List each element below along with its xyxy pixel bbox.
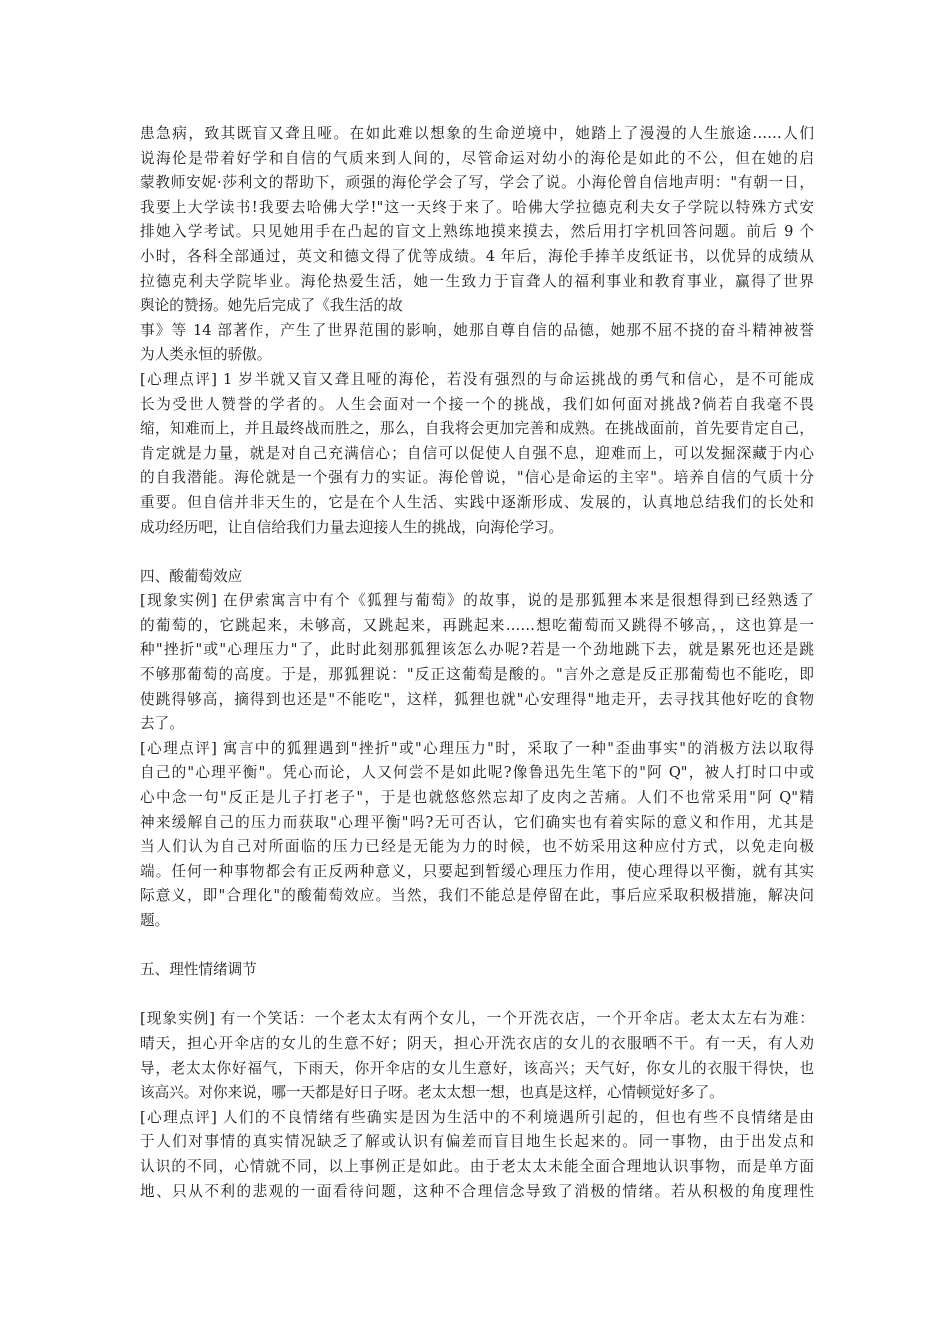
paragraph <box>140 589 814 737</box>
text-line: 重要。但自信并非天生的，它是在个人生活、实践中逐渐形成、发展的，认真地总结我们的长处和 <box>140 493 814 511</box>
text-line: 事》等 14 部著作，产生了世界范围的影响，她那自尊自信的品德，她那不屈不挠的奋斗精神被誉 <box>140 321 814 339</box>
text-line: 的葡萄的，它跳起来，未够高，又跳起来，再跳起来……想吃葡萄而又跳得不够高，，这也算是一 <box>140 616 814 634</box>
paragraph <box>140 122 814 368</box>
text-line: 去了。 <box>140 715 184 733</box>
blank-line <box>140 934 814 959</box>
text-line: 舆论的赞扬。她先后完成了《我生活的故 <box>140 297 403 315</box>
text-line: [心理点评] 寓言中的狐狸遇到"挫折"或"心理压力"时，采取了一种"歪曲事实"的消极方法以取得 <box>140 739 814 757</box>
text-line: 我要上大学读书!我要去哈佛大学!"这一天终于来了。哈佛大学拉德克利夫女子学院以特殊方式安 <box>140 198 814 216</box>
text-line: 的自我潜能。海伦就是一个强有力的实证。海伦曾说，"信心是命运的主宰"。培养自信的气质十分 <box>140 469 814 487</box>
text-line: 题。 <box>140 912 170 929</box>
text-line: [现象实例] 有一个笑话：一个老太太有两个女儿，一个开洗衣店，一个开伞店。老太太左右为难： <box>140 1010 814 1028</box>
text-line: 长为受世人赞誉的学者的。人生会面对一个接一个的挑战，我们如何面对挑战?倘若自我毫不畏 <box>140 395 814 413</box>
text-line: 拉德克利夫学院毕业。海伦热爱生活，她一生致力于盲聋人的福利事业和教育事业，赢得了世界 <box>140 272 814 290</box>
text-line: 使跳得够高，摘得到也还是"不能吃"，这样，狐狸也就"心安理得"地走开，去寻找其他好吃的食物 <box>140 690 814 708</box>
text-line: 晴天，担心开伞店的女儿的生意不好；阴天，担心开洗衣店的女儿的衣服晒不干。有一天，有人劝 <box>140 1034 814 1052</box>
text-line: 神来缓解自己的压力而获取"心理平衡"吗?无可否认，它们确实也有着实际的意义和作用，尤其是 <box>140 813 814 831</box>
text-line: 该高兴。对你来说，哪一天都是好日子呀。老太太想一想，也真是这样，心情顿觉好多了。 <box>140 1084 724 1102</box>
paragraph <box>140 1007 814 1105</box>
blank-line <box>140 983 814 1008</box>
text-line: 地、只从不利的悲观的一面看待问题，这种不合理信念导致了消极的情绪。若从积极的角度理性 <box>140 1182 814 1200</box>
text-line: [心理点评] 人们的不良情绪有些确实是因为生活中的不利境遇所引起的，但也有些不良情绪是由 <box>140 1108 814 1126</box>
text-line: 缩，知难而上，并且最终战而胜之，那么，自我将会更加完善和成熟。在挑战面前，首先要肯定自己， <box>140 420 814 438</box>
section-heading: 五、理性情绪调节 <box>140 961 257 979</box>
blank-line <box>140 540 814 565</box>
text-line: [心理点评] 1 岁半就又盲又聋且哑的海伦，若没有强烈的与命运挑战的勇气和信心，是不可能成 <box>140 370 814 388</box>
text-line: 蒙教师安妮·莎利文的帮助下，顽强的海伦学会了写，学会了说。小海伦曾自信地声明："有朝一日， <box>140 174 814 192</box>
text-line: 导，老太太你好福气，下雨天，你开伞店的女儿生意好，该高兴；天气好，你女儿的衣服干得快，也 <box>140 1059 814 1077</box>
text-line: 种"挫折"或"心理压力"了，此时此刻那狐狸该怎么办呢?若是一个劲地跳下去，就是累死也还是跳 <box>140 641 814 659</box>
text-line: 成功经历吧，让自信给我们力量去迎接人生的挑战，向海伦学习。 <box>140 518 564 536</box>
text-line: [现象实例] 在伊索寓言中有个《狐狸与葡萄》的故事，说的是那狐狸本来是很想得到已经熟透了 <box>140 592 814 610</box>
text-line: 小时，各科全部通过，英文和德文得了优等成绩。4 年后，海伦手捧羊皮纸证书，以优异的成绩从 <box>140 247 814 265</box>
text-line: 际意义，即"合理化"的酸葡萄效应。当然，我们不能总是停留在此，事后应采取积极措施，解决问 <box>140 887 814 905</box>
text-line: 不够那葡萄的高度。于是，那狐狸说："反正这葡萄是酸的。"言外之意是反正那葡萄也不能吃，即 <box>140 666 814 684</box>
text-line: 当人们认为自己对所面临的压力已经是无能为力的时候，也不妨采用这种应付方式，以免走向极 <box>140 838 814 856</box>
text-line: 说海伦是带着好学和自信的气质来到人间的，尽管命运对幼小的海伦是如此的不公，但在她的启 <box>140 149 814 167</box>
paragraph <box>140 368 814 540</box>
text-line: 端。任何一种事物都会有正反两种意义，只要起到暂缓心理压力作用，使心理得以平衡，就有其实 <box>140 862 814 880</box>
paragraph <box>140 1106 814 1204</box>
text-line: 为人类永恒的骄傲。 <box>140 346 272 364</box>
text-line: 排她入学考试。只见她用手在凸起的盲文上熟练地摸来摸去，然后用打字机回答问题。前后 9 个 <box>140 223 814 241</box>
text-line: 自己的"心理平衡"。凭心而论，人又何尝不是如此呢?像鲁迅先生笔下的"阿 Q"，被人打时口中或 <box>140 764 814 782</box>
paragraph <box>140 737 814 934</box>
text-line: 患急病，致其既盲又聋且哑。在如此难以想象的生命逆境中，她踏上了漫漫的人生旅途……人们 <box>140 125 814 142</box>
text-line: 心中念一句"反正是儿子打老子"，于是也就悠悠然忘却了皮肉之苦痛。人们不也常采用"阿 Q"精 <box>140 789 814 807</box>
text-line: 认识的不同，心情就不同，以上事例正是如此。由于老太太未能全面合理地认识事物，而是单方面 <box>140 1157 814 1175</box>
text-line: 肯定就是力量，就是对自己充满信心；自信可以促使人自强不息，迎难而上，可以发掘深藏于内心 <box>140 444 814 462</box>
section-heading: 四、酸葡萄效应 <box>140 567 243 585</box>
text-line: 于人们对事情的真实情况缺乏了解或认识有偏差而盲目地生长起来的。同一事物，由于出发点和 <box>140 1133 814 1151</box>
